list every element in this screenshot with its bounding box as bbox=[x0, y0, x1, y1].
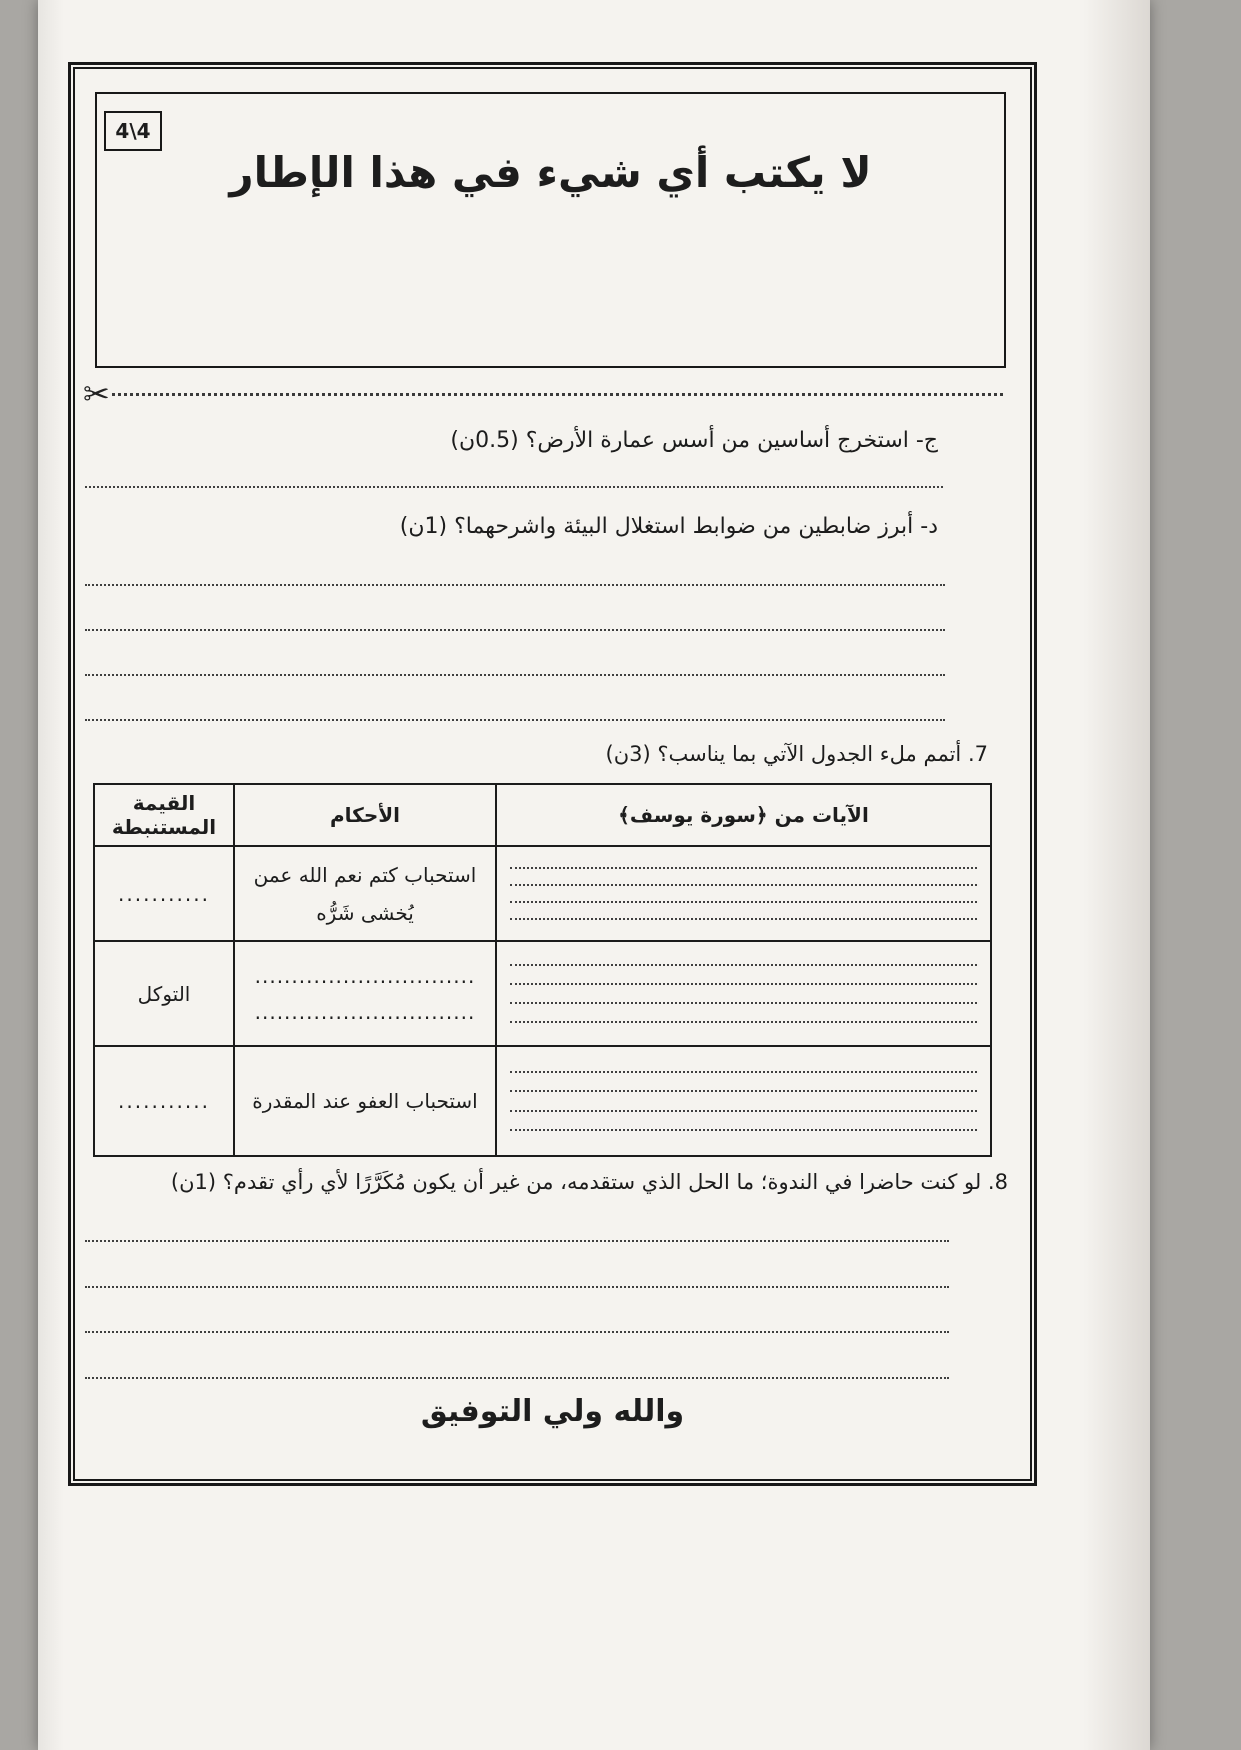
answer-line bbox=[85, 1286, 949, 1288]
answer-line bbox=[510, 901, 977, 903]
cut-line bbox=[83, 376, 1007, 412]
table-row bbox=[94, 846, 991, 941]
ruling-cell: استحباب العفو عند المقدرة bbox=[234, 1046, 496, 1156]
table-header-row bbox=[94, 784, 991, 846]
answer-line bbox=[510, 1129, 977, 1131]
ruling-cell bbox=[234, 941, 496, 1046]
no-write-frame bbox=[95, 92, 1006, 368]
closing-phrase: والله ولي التوفيق bbox=[420, 1394, 685, 1429]
table-row bbox=[94, 941, 991, 1046]
answer-line bbox=[85, 674, 945, 676]
answer-line bbox=[85, 486, 943, 488]
answer-line bbox=[85, 719, 945, 721]
answer-line bbox=[510, 1021, 977, 1023]
answer-line bbox=[510, 1002, 977, 1004]
answer-line bbox=[510, 918, 977, 920]
question-7: 7. أتمم ملء الجدول الآتي بما يناسب؟ (3ن) bbox=[605, 742, 988, 766]
value-cell: التوكل bbox=[94, 941, 234, 1046]
col-header-value: القيمة المستنبطة bbox=[94, 784, 234, 846]
verses-cell bbox=[496, 1046, 991, 1156]
cut-dotted-line bbox=[112, 393, 1003, 396]
scissors-icon: ✂ bbox=[83, 375, 110, 413]
page-number-label: 4\4 bbox=[115, 119, 151, 143]
answer-line bbox=[510, 983, 977, 985]
answer-line bbox=[510, 1090, 977, 1092]
verses-cell bbox=[496, 846, 991, 941]
question-d: د- أبرز ضابطين من ضوابط استغلال البيئة واشرحهما؟ (1ن) bbox=[399, 514, 938, 539]
verses-blank-lines bbox=[502, 851, 985, 937]
ruling-text-line1: استحباب كتم نعم الله عمن bbox=[253, 862, 477, 887]
ruling-text-line2: يُخشى شَرُّه bbox=[316, 900, 414, 925]
answer-line bbox=[85, 1331, 949, 1333]
question-c: ج- استخرج أساسين من أسس عمارة الأرض؟ (0.5ن) bbox=[450, 428, 938, 453]
value-cell: ........... bbox=[94, 1046, 234, 1156]
answer-line bbox=[85, 629, 945, 631]
ruling-blank-line: .............................. bbox=[254, 999, 476, 1024]
answer-line bbox=[85, 584, 945, 586]
no-write-notice: لا يكتب أي شيء في هذا الإطار bbox=[229, 148, 872, 197]
paper-sheet bbox=[38, 0, 1150, 1750]
table-row bbox=[94, 1046, 991, 1156]
answer-line bbox=[510, 884, 977, 886]
answer-line bbox=[510, 867, 977, 869]
col-header-rulings: الأحكام bbox=[234, 784, 496, 846]
fill-in-table bbox=[93, 783, 992, 1157]
answer-line bbox=[510, 1071, 977, 1073]
col-header-verses: الآيات من ﴿سورة يوسف﴾ bbox=[496, 784, 991, 846]
ruling-cell bbox=[234, 846, 496, 941]
verses-blank-lines bbox=[502, 946, 985, 1042]
answer-line bbox=[85, 1377, 949, 1379]
verses-blank-lines bbox=[502, 1051, 985, 1151]
verses-cell bbox=[496, 941, 991, 1046]
ruling-blank-line: .............................. bbox=[254, 963, 476, 988]
answer-line bbox=[510, 1110, 977, 1112]
answer-line bbox=[85, 1240, 949, 1242]
question-8: 8. لو كنت حاضرا في الندوة؛ ما الحل الذي ستقدمه، من غير أن يكون مُكَرَّرًا لأي رأي تقدم؟ (1ن) bbox=[170, 1170, 1008, 1194]
page-number-box bbox=[104, 111, 162, 151]
answer-line bbox=[510, 964, 977, 966]
value-cell: ........... bbox=[94, 846, 234, 941]
